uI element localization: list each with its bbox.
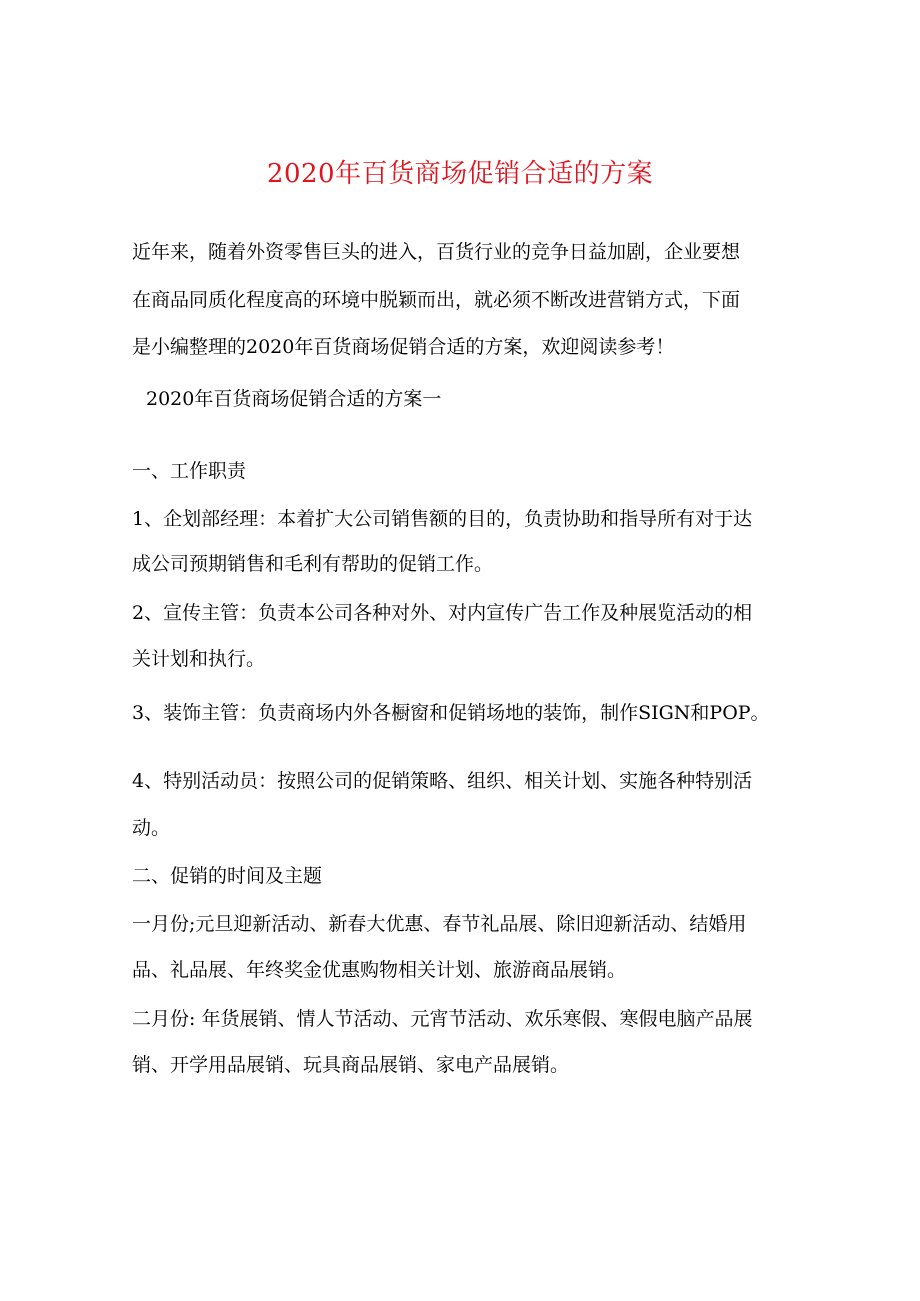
intro-line-2: 在商品同质化程度高的环境中脱颖而出，就必须不断改进营销方式，下面 [132, 289, 741, 311]
intro-line-3: 是小编整理的2020年百货商场促销合适的方案，欢迎阅读参考！ [132, 336, 675, 358]
duty-3-line-1: 3、装饰主管：负责商场内外各橱窗和促销场地的装饰，制作SIGN和POP。 [132, 702, 770, 724]
heading-promotion-schedule: 二、促销的时间及主题 [132, 865, 323, 887]
duty-1-line-2: 成公司预期销售和毛利有帮助的促销工作。 [132, 553, 494, 575]
section-heading-plan-one: 2020年百货商场促销合适的方案一 [146, 388, 442, 410]
duty-2-line-2: 关计划和执行。 [132, 648, 266, 670]
duty-4-line-2: 动。 [132, 817, 171, 839]
february-line-2: 销、开学用品展销、玩具商品展销、家电产品展销。 [132, 1054, 570, 1076]
february-line-1: 二月份: 年货展销、情人节活动、元宵节活动、欢乐寒假、寒假电脑产品展 [132, 1008, 753, 1030]
duty-2-line-1: 2、宣传主管：负责本公司各种对外、对内宣传广告工作及种展览活动的相 [132, 602, 753, 624]
january-line-1: 一月份;元旦迎新活动、新春大优惠、春节礼品展、除旧迎新活动、结婚用 [132, 913, 747, 935]
document-title: 2020年百货商场促销合适的方案 [266, 159, 654, 189]
heading-job-duties: 一、工作职责 [132, 460, 247, 482]
duty-1-line-1: 1、企划部经理：本着扩大公司销售额的目的，负责协助和指导所有对于达 [132, 508, 753, 530]
duty-4-line-1: 4、特别活动员：按照公司的促销策略、组织、相关计划、实施各种特别活 [132, 770, 753, 792]
january-line-2: 品、礼品展、年终奖金优惠购物相关计划、旅游商品展销。 [132, 959, 627, 981]
intro-line-1: 近年来，随着外资零售巨头的进入，百货行业的竞争日益加剧，企业要想 [132, 241, 741, 263]
